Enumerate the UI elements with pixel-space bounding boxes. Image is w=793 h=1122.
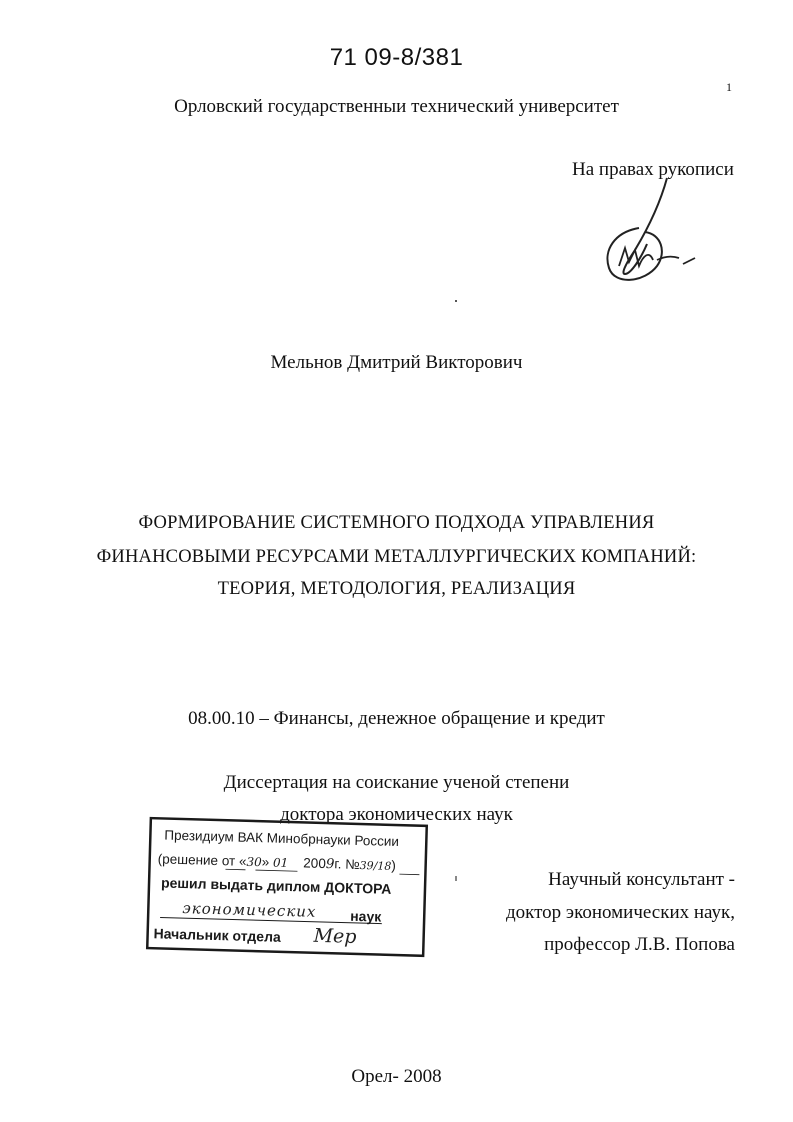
stamp-discipline-handwritten: экономических (182, 899, 317, 921)
stamp-decision-prefix: (решение от « (157, 851, 247, 869)
scan-speck (455, 300, 457, 302)
city-year: Орел- 2008 (351, 1066, 442, 1087)
stamp-year-handwritten: 9 (325, 856, 335, 873)
dissertation-line-1: Диссертация на соискание ученой степени (223, 772, 570, 793)
stamp-line-4: наук (349, 907, 382, 925)
university-name: Орловский государственныи технический университет (174, 96, 619, 117)
specialty-code: 08.00.10 – Финансы, денежное обращение и кредит (188, 708, 605, 729)
stamp-year-prefix: 200 (303, 855, 327, 872)
stamp-line-1: Президиум ВАК Минобрнауки России (164, 827, 400, 850)
vak-stamp (145, 814, 431, 960)
stamp-day-handwritten: 30 (246, 854, 262, 870)
consultant-line-3: профессор Л.В. Попова (544, 934, 735, 955)
stamp-decision-suffix: ) (391, 857, 397, 874)
document-number: 71 09-8/381 (329, 44, 464, 71)
stamp-number-label: г. № (334, 856, 360, 872)
consultant-line-2: доктор экономических наук, (505, 902, 735, 923)
author-name: Мельнов Дмитрий Викторович (270, 352, 523, 373)
consultant-line-1: Научный консультант - (548, 869, 735, 890)
stamp-official-signature: Мер (313, 924, 357, 948)
title-line-2: ФИНАНСОВЫМИ РЕСУРСАМИ МЕТАЛЛУРГИЧЕСКИХ КОМПАНИЙ: (96, 547, 697, 567)
rights-note: На правах рукописи (572, 159, 734, 180)
stamp-decision-mid: » (261, 854, 270, 870)
dissertation-line-2: доктора экономических наук (280, 804, 513, 825)
title-line-1: ФОРМИРОВАНИЕ СИСТЕМНОГО ПОДХОДА УПРАВЛЕНИЯ (138, 513, 655, 533)
stamp-number-handwritten: 39/18 (359, 858, 392, 873)
page-number: 1 (726, 80, 732, 94)
author-signature (595, 170, 705, 300)
stamp-line-3: решил выдать диплом ДОКТОРА (160, 874, 392, 897)
scan-speck (455, 876, 457, 881)
title-line-3: ТЕОРИЯ, МЕТОДОЛОГИЯ, РЕАЛИЗАЦИЯ (217, 579, 576, 599)
stamp-line-5: Начальник отдела (153, 925, 281, 945)
stamp-month-handwritten: 01 (272, 855, 289, 870)
